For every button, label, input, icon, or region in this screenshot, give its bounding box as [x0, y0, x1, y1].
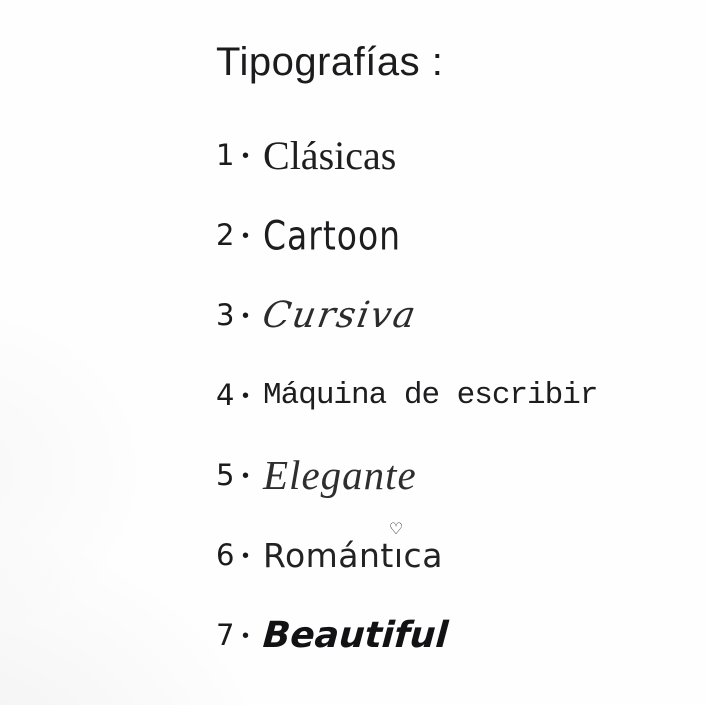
- content-block: [216, 40, 597, 675]
- romantica-text-after: ca: [403, 535, 443, 575]
- list-item: [216, 275, 597, 355]
- item-label-beautiful: Beautiful: [261, 614, 450, 656]
- list-item: [216, 435, 597, 515]
- item-number: 1: [216, 138, 235, 172]
- item-number: 5: [216, 458, 235, 492]
- bullet-dot-icon: •: [242, 545, 250, 567]
- item-number: 7: [216, 618, 235, 652]
- bullet-dot-icon: •: [242, 385, 250, 407]
- item-label-maquina-de-escribir: Máquina de escribir: [263, 377, 598, 413]
- list-item: [216, 115, 597, 195]
- bullet-dot-icon: •: [242, 465, 250, 487]
- bullet-dot-icon: •: [242, 305, 250, 327]
- heart-icon: ♡: [388, 518, 404, 538]
- page-title: Tipografías :: [216, 40, 444, 84]
- item-label-elegante: Elegante: [263, 452, 417, 498]
- typography-list: [216, 115, 597, 675]
- item-number: 4: [216, 378, 235, 412]
- item-number: 6: [216, 538, 235, 572]
- item-label-romantica: [263, 518, 443, 575]
- bullet-dot-icon: •: [242, 625, 250, 647]
- bullet-dot-icon: •: [242, 225, 250, 247]
- list-item: [216, 595, 597, 675]
- item-number: 2: [216, 218, 235, 252]
- list-item: [216, 195, 597, 275]
- item-label-cursiva: Cursiva: [259, 294, 421, 336]
- romantica-text-before: Románt: [263, 535, 394, 575]
- list-item: [216, 355, 597, 435]
- bullet-dot-icon: •: [242, 145, 250, 167]
- romantica-dotless-i: ı ♡: [388, 518, 404, 575]
- item-label-clasicas: Clásicas: [263, 132, 397, 178]
- item-label-cartoon: Cartoon: [263, 211, 402, 259]
- item-number: 3: [216, 298, 235, 332]
- list-item: [216, 515, 597, 595]
